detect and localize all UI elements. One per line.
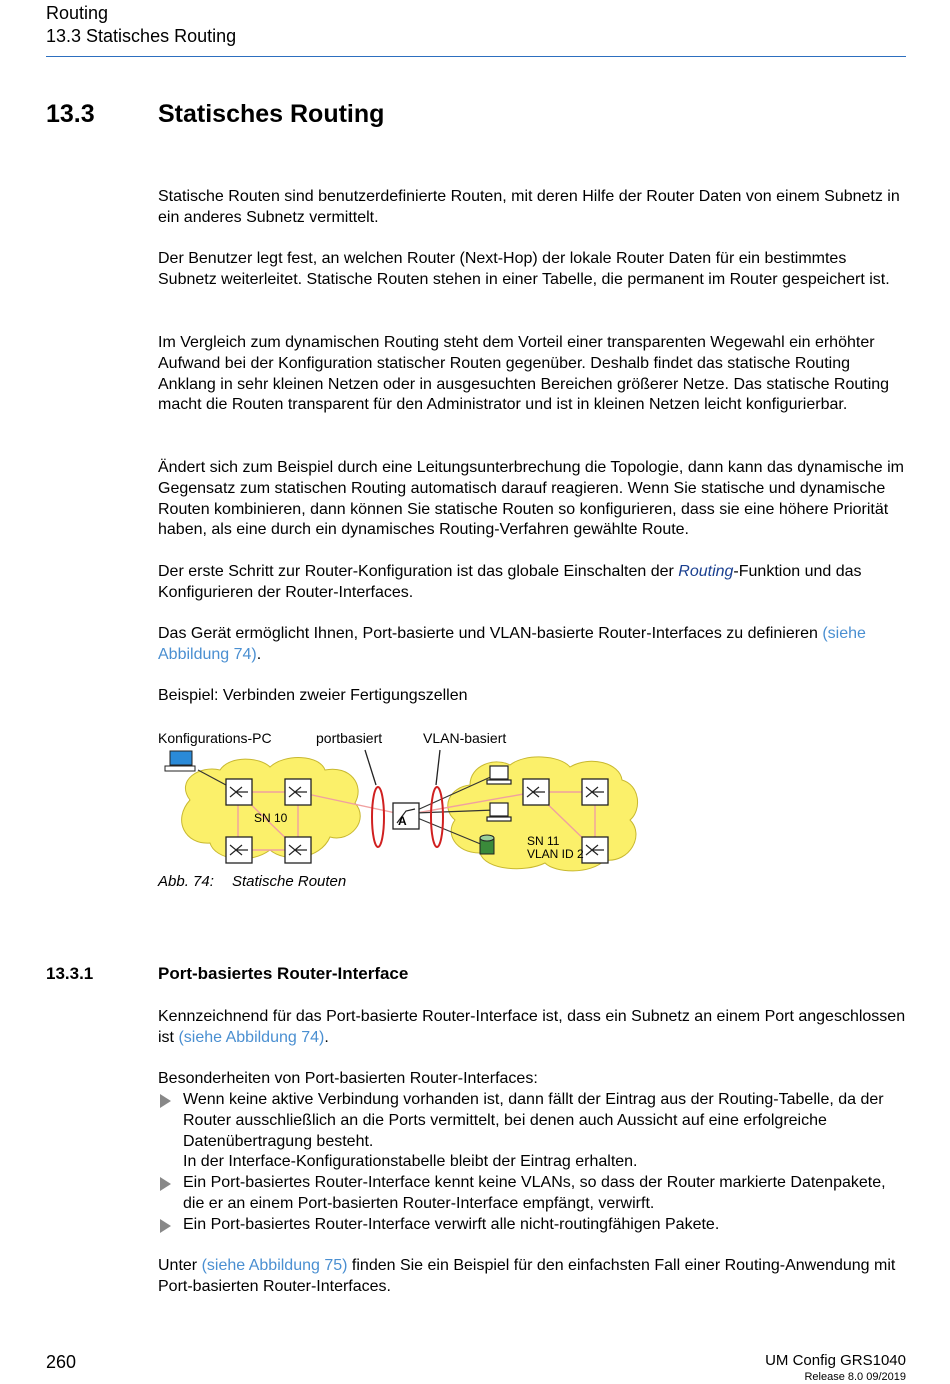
header-rule [46,56,906,57]
figure-75-link[interactable]: (siehe Abbildung 75) [201,1257,348,1274]
s3-text-b: finden Sie ein Beispiel für den einfachsten Fall einer Routing-Anwendung mit Port-basierten Router-Interfaces. [158,1257,896,1295]
paragraph-2: Der Benutzer legt fest, an welchen Router (Next-Hop) der lokale Router Daten für ein bestimmtes Subnetz weiterleitet. Statische Routen stehen in einer Tabelle, die permanent im Router gespeichert ist. [158,250,890,288]
triangle-bullet-icon [160,1177,171,1191]
vlan-pointer [436,750,440,785]
section-number: 13.3 [46,100,95,128]
config-pc-icon [165,751,195,771]
paragraph-5 [158,562,906,604]
list-item [158,1090,906,1173]
p6-text-a: Das Gerät ermöglicht Ihnen, Port-basierte und VLAN-basierte Router-Interfaces zu definieren [158,625,823,642]
paragraph-3: Im Vergleich zum dynamischen Routing steht dem Vorteil einer transparenten Wegewahl ein erhöhter Aufwand bei der Konfiguration statischer Routen gegenüber. Deshalb findet das statische Routing Anklang in sehr kleinen Netzen oder in ausgesuchten Bereichen größerer Netze. Das statische Routing macht die Routen transparent für den Administrator und ist in kleinen Netzen leicht konfigurierbar. [158,334,890,414]
p5-text-a: Der erste Schritt zur Router-Konfiguration ist das globale Einschalten der [158,563,679,580]
s3-text-a: Unter [158,1257,202,1274]
list-item [158,1215,906,1236]
s1-text-b: . [324,1028,329,1046]
paragraph-1: Statische Routen sind benutzerdefinierte Routen, mit deren Hilfe der Router Daten von einem Subnetz in ein anderes Subnetz vermittelt. [158,188,900,226]
header-chapter: Routing [46,3,109,23]
sub-paragraph-1 [158,1007,906,1049]
subsection-title: Port-basiertes Router-Interface [158,964,409,983]
paragraph-7: Beispiel: Verbinden zweier Fertigungszellen [158,687,468,704]
p6-text-b: . [256,645,262,663]
page-number: 260 [46,1352,77,1372]
feature-list [158,1090,906,1236]
triangle-bullet-icon [160,1219,171,1233]
section-title: Statisches Routing [158,100,385,128]
paragraph-4: Ändert sich zum Beispiel durch eine Leitungsunterbrechung die Topologie, dann kann das dynamische im Gegensatz zum statischen Routing automatisch darauf reagieren. Wenn Sie statische und dynamische Routen kombinieren, dann können Sie statische Routen so konfigurieren, dass sie eine höhere Priorität haben, als eine durch ein dynamisches Routing-Verfahren gewählte Route. [158,459,904,539]
port-based-ring [372,787,384,847]
list-item-text: Ein Port-basiertes Router-Interface verwirft alle nicht-routingfähigen Pakete. [183,1215,720,1233]
triangle-bullet-icon [160,1094,171,1108]
list-item-text: Ein Port-basiertes Router-Interface kennt keine VLANs, so dass der Router markierte Datenpakete, die er an einem Port-basierten Router-Interface empfängt, verwirft. [183,1174,886,1212]
figure-74-link-2[interactable]: (siehe Abbildung 74) [178,1028,325,1046]
figure-74 [150,725,650,875]
caption-text: Statische Routen [232,873,347,890]
document-title: UM Config GRS1040 [765,1352,906,1369]
list-item-note: In der Interface-Konfigurationstabelle bleibt der Eintrag erhalten. [183,1153,638,1171]
sub-paragraph-2: Besonderheiten von Port-basierten Router-Interfaces: [158,1070,538,1087]
subnet-10-cloud [182,758,361,859]
header-section: 13.3 Statisches Routing [46,26,237,46]
sub-paragraph-3 [158,1256,906,1298]
list-item-text: Wenn keine aktive Verbindung vorhanden ist, dann fällt der Eintrag aus der Routing-Tabelle, da der Router ausschließlich an die Ports vermittelt, bei denen auch Aussicht auf eine erfolgreiche Datenübertragung besteht. [183,1091,884,1150]
subsection-number: 13.3.1 [46,964,94,983]
label-vlan-based: VLAN-basiert [423,730,507,746]
routing-term: Routing [678,563,734,580]
label-vlan2: VLAN ID 2 [527,847,584,861]
label-router-a: A [398,814,407,828]
paragraph-6 [158,624,906,666]
figure-caption [158,873,347,890]
vlan-based-ring [431,787,443,847]
s1-text-a: Kennzeichnend für das Port-basierte Router-Interface ist, dass ein Subnetz an einem Port angeschlossen ist [158,1008,906,1046]
figure-74-link[interactable]: (siehe Abbildung 74) [158,625,866,663]
port-pointer [365,750,376,785]
label-sn11: SN 11 [527,834,560,848]
label-config-pc: Konfigurations-PC [158,730,272,746]
caption-number: Abb. 74: [158,873,214,890]
p5-text-b: -Funktion und das Konfigurieren der Router-Interfaces. [158,563,862,601]
list-item [158,1173,906,1215]
label-sn10: SN 10 [254,811,288,825]
label-port-based: portbasiert [316,730,383,746]
database-icon [480,835,494,854]
release-info: Release 8.0 09/2019 [804,1371,906,1383]
